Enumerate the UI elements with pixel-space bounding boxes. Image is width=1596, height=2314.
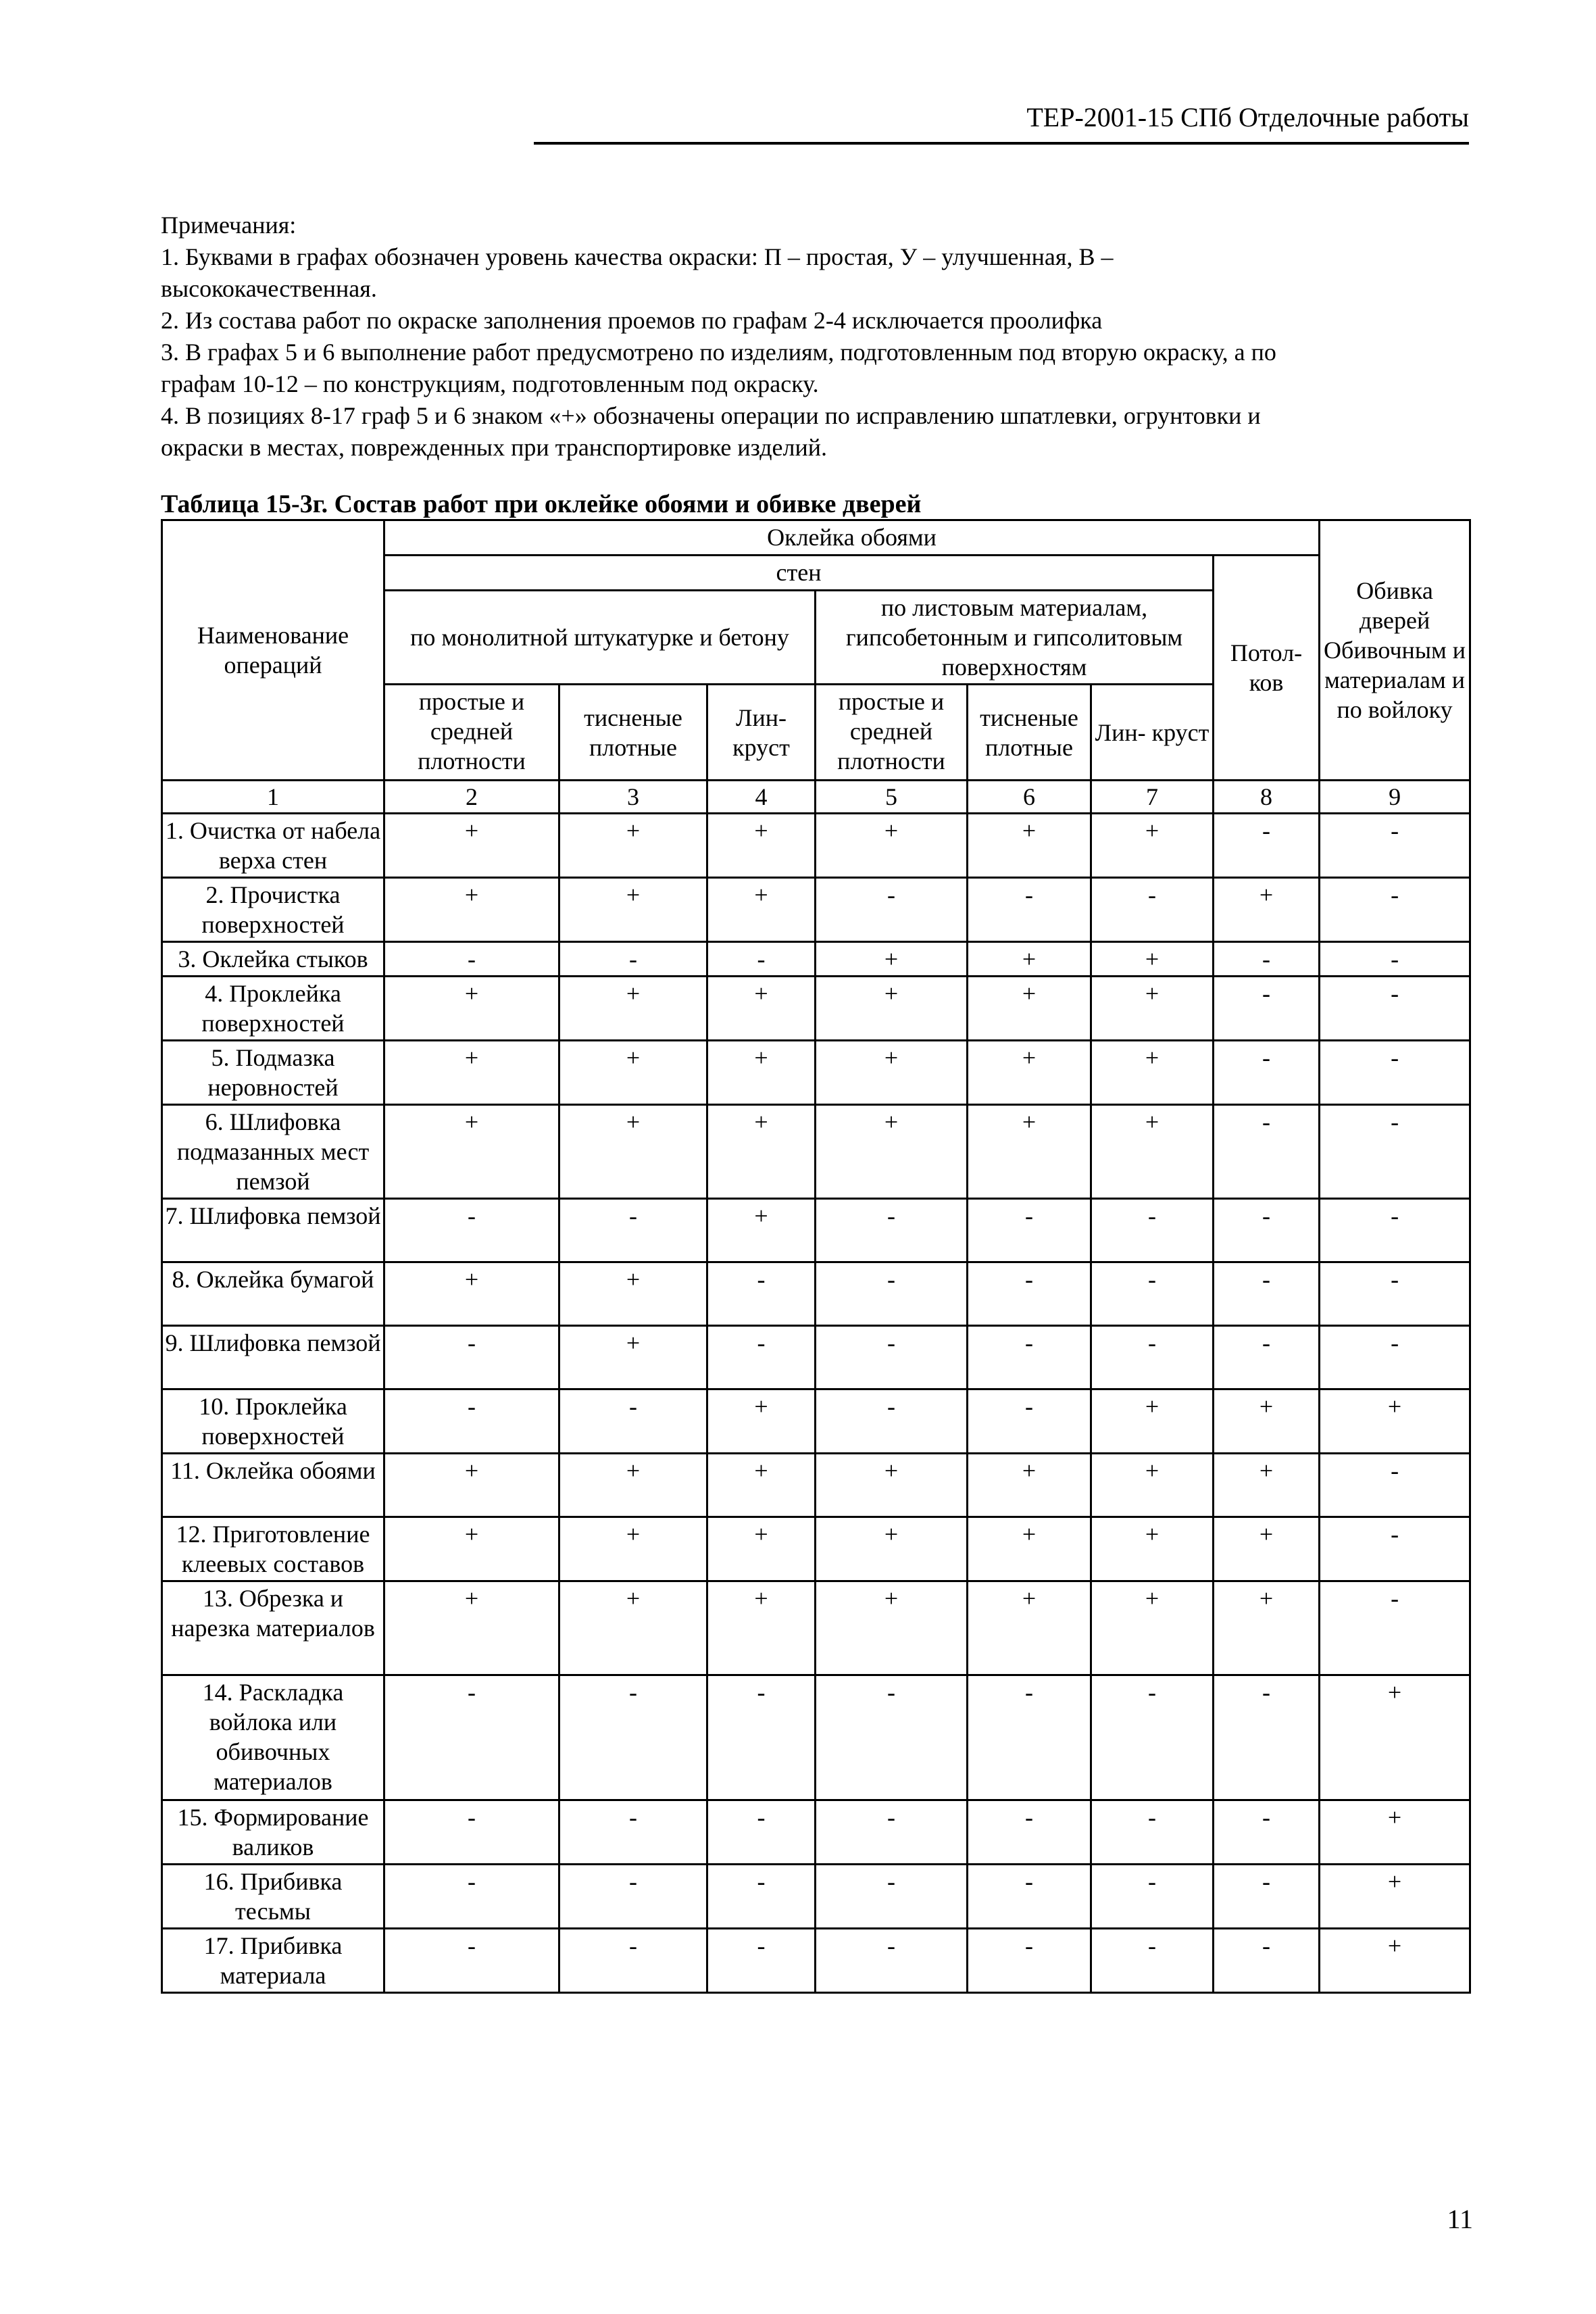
table-cell: - [559, 942, 707, 977]
table-row [162, 1581, 1470, 1675]
table-cell: + [559, 1454, 707, 1517]
header-rule [534, 142, 1469, 145]
table-row [162, 1929, 1470, 1993]
note-line: 2. Из состава работ по окраске заполнения проемов по графам 2-4 исключается проолифка [161, 307, 1103, 334]
table-cell: - [1320, 977, 1470, 1041]
table-cell: + [816, 977, 968, 1041]
column-number: 7 [1091, 781, 1214, 814]
table-cell: + [384, 814, 559, 878]
table-cell: + [559, 1105, 707, 1199]
table-cell: + [559, 1517, 707, 1581]
table-cell: - [1091, 878, 1214, 942]
table-cell: - [816, 1199, 968, 1262]
table-cell: - [384, 1929, 559, 1993]
header-lincrust-4: Лин- круст [707, 685, 816, 781]
column-number: 6 [968, 781, 1091, 814]
table-cell: - [1320, 1262, 1470, 1326]
table-cell: + [384, 878, 559, 942]
table-cell: + [1320, 1929, 1470, 1993]
table-cell: + [559, 1262, 707, 1326]
header-embossed-6: тисненые плотные [968, 685, 1091, 781]
table-cell: + [968, 977, 1091, 1041]
table-row [162, 1199, 1470, 1262]
operation-name: 10. Проклейка поверхностей [162, 1389, 384, 1454]
table-cell: + [816, 1517, 968, 1581]
table-cell: - [816, 1675, 968, 1800]
table-cell: + [707, 1581, 816, 1675]
table-cell: - [1214, 1929, 1320, 1993]
operations-table [161, 519, 1471, 1994]
table-cell: - [559, 1675, 707, 1800]
table-cell: - [1091, 1929, 1214, 1993]
table-cell: - [1214, 1326, 1320, 1389]
table-cell: + [384, 1581, 559, 1675]
running-header: ТЕР-2001-15 СПб Отделочные работы [1026, 102, 1469, 132]
table-row [162, 1865, 1470, 1929]
operation-name: 14. Раскладка войлока или обивочных материалов [162, 1675, 384, 1800]
table-cell: - [1320, 1517, 1470, 1581]
header-simple-2: простые и средней плотности [384, 685, 559, 781]
table-cell: - [1320, 1326, 1470, 1389]
operation-name: 2. Прочистка поверхностей [162, 878, 384, 942]
table-cell: + [816, 1041, 968, 1105]
table-cell: - [816, 1800, 968, 1865]
table-cell: - [968, 1262, 1091, 1326]
table-cell: + [1320, 1389, 1470, 1454]
table-cell: - [1320, 878, 1470, 942]
table-cell: + [384, 977, 559, 1041]
table-cell: + [707, 977, 816, 1041]
table-cell: - [707, 1929, 816, 1993]
table-cell: + [707, 1199, 816, 1262]
table-cell: - [1214, 1199, 1320, 1262]
table-row [162, 1326, 1470, 1389]
table-cell: - [384, 1326, 559, 1389]
table-cell: - [816, 1865, 968, 1929]
table-cell: + [707, 814, 816, 878]
table-cell: - [707, 1675, 816, 1800]
table-cell: - [707, 942, 816, 977]
table-cell: + [816, 1105, 968, 1199]
table-row [162, 878, 1470, 942]
table-row [162, 942, 1470, 977]
operation-name: 4. Проклейка поверхностей [162, 977, 384, 1041]
table-cell: + [1091, 1454, 1214, 1517]
table-cell: + [968, 942, 1091, 977]
notes-title: Примечания: [161, 212, 297, 239]
table-cell: + [1214, 1389, 1320, 1454]
header-walls: стен [384, 556, 1214, 591]
table-cell: + [1320, 1865, 1470, 1929]
note-line: окраски в местах, поврежденных при транспортировке изделий. [161, 434, 828, 461]
table-row [162, 1517, 1470, 1581]
note-line: 4. В позициях 8-17 граф 5 и 6 знаком «+» обозначены операции по исправлению шпатлевки, огрунтовки и [161, 402, 1261, 429]
table-row [162, 1041, 1470, 1105]
table-cell: + [968, 1454, 1091, 1517]
table-cell: + [559, 977, 707, 1041]
operation-name: 17. Прибивка материала [162, 1929, 384, 1993]
table-cell: - [1214, 1865, 1320, 1929]
table-row [162, 1389, 1470, 1454]
table-cell: + [816, 1581, 968, 1675]
table-cell: + [1214, 1581, 1320, 1675]
header-operation-names: Наименование операций [162, 520, 384, 781]
table-cell: - [1320, 1199, 1470, 1262]
table-cell: - [968, 1800, 1091, 1865]
table-cell: + [384, 1041, 559, 1105]
table-cell: + [816, 942, 968, 977]
table-cell: - [384, 1389, 559, 1454]
table-cell: + [968, 1581, 1091, 1675]
table-cell: - [1320, 1105, 1470, 1199]
header-embossed-3: тисненые плотные [559, 685, 707, 781]
table-cell: + [968, 1517, 1091, 1581]
table-cell: - [707, 1326, 816, 1389]
table-cell: + [1214, 1517, 1320, 1581]
table-cell: + [968, 814, 1091, 878]
table-cell: - [707, 1800, 816, 1865]
table-cell: - [384, 942, 559, 977]
column-number: 8 [1214, 781, 1320, 814]
table-cell: - [384, 1675, 559, 1800]
header-ceilings: Потол- ков [1214, 556, 1320, 781]
table-cell: + [707, 1389, 816, 1454]
operation-name: 6. Шлифовка подмазанных мест пемзой [162, 1105, 384, 1199]
operation-name: 15. Формирование валиков [162, 1800, 384, 1865]
table-cell: + [559, 1041, 707, 1105]
table-cell: + [559, 878, 707, 942]
column-number: 9 [1320, 781, 1470, 814]
table-cell: + [968, 1105, 1091, 1199]
table-cell: + [384, 1517, 559, 1581]
table-cell: - [968, 1865, 1091, 1929]
operation-name: 12. Приготовление клеевых составов [162, 1517, 384, 1581]
table-cell: - [384, 1865, 559, 1929]
table-cell: + [559, 1326, 707, 1389]
table-cell: + [1320, 1675, 1470, 1800]
table-cell: + [707, 1041, 816, 1105]
table-cell: - [559, 1800, 707, 1865]
table-cell: - [559, 1199, 707, 1262]
table-cell: - [816, 1326, 968, 1389]
table-cell: - [816, 1262, 968, 1326]
table-cell: + [384, 1262, 559, 1326]
operation-name: 5. Подмазка неровностей [162, 1041, 384, 1105]
page-number: 11 [1447, 2204, 1473, 2234]
column-number: 1 [162, 781, 384, 814]
header-simple-5: простые и средней плотности [816, 685, 968, 781]
table-row [162, 1675, 1470, 1800]
table-cell: - [1320, 1041, 1470, 1105]
table-cell: - [1320, 814, 1470, 878]
operation-name: 3. Оклейка стыков [162, 942, 384, 977]
header-lincrust-7: Лин- круст [1091, 685, 1214, 781]
table-cell: - [1214, 814, 1320, 878]
table-row [162, 977, 1470, 1041]
table-cell: + [707, 1517, 816, 1581]
table-cell: - [1214, 977, 1320, 1041]
table-cell: - [707, 1865, 816, 1929]
table-cell: + [559, 1581, 707, 1675]
table-cell: + [1091, 942, 1214, 977]
table-row [162, 1262, 1470, 1326]
table-cell: + [1091, 977, 1214, 1041]
table-cell: + [968, 1041, 1091, 1105]
table-cell: + [1091, 1581, 1214, 1675]
table-cell: - [1214, 1262, 1320, 1326]
table-cell: + [816, 1454, 968, 1517]
table-cell: - [1320, 1454, 1470, 1517]
table-cell: - [559, 1865, 707, 1929]
header-monolithic: по монолитной штукатурке и бетону [384, 591, 816, 685]
column-number: 4 [707, 781, 816, 814]
table-cell: - [559, 1929, 707, 1993]
table-cell: + [707, 1454, 816, 1517]
table-cell: - [384, 1800, 559, 1865]
table-cell: - [1091, 1262, 1214, 1326]
table-cell: + [1091, 814, 1214, 878]
table-cell: - [968, 1326, 1091, 1389]
note-line: высококачественная. [161, 275, 377, 302]
note-line: 3. В графах 5 и 6 выполнение работ предусмотрено по изделиям, подготовленным под вторую окраску, а по [161, 339, 1276, 366]
table-cell: - [968, 878, 1091, 942]
table-cell: - [968, 1389, 1091, 1454]
table-cell: - [707, 1262, 816, 1326]
table-cell: + [1091, 1041, 1214, 1105]
table-caption: Таблица 15-3г. Состав работ при оклейке обоями и обивке дверей [161, 490, 922, 518]
column-number: 2 [384, 781, 559, 814]
table-cell: - [968, 1675, 1091, 1800]
table-cell: - [1214, 1105, 1320, 1199]
table-cell: + [1320, 1800, 1470, 1865]
table-cell: - [1214, 1675, 1320, 1800]
table-cell: + [1214, 878, 1320, 942]
notes-block [161, 210, 1469, 464]
table-cell: - [1091, 1675, 1214, 1800]
table-cell: - [816, 1389, 968, 1454]
table-cell: - [1320, 942, 1470, 977]
table-cell: + [1091, 1517, 1214, 1581]
table-cell: + [1091, 1389, 1214, 1454]
operation-name: 1. Очистка от набела верха стен [162, 814, 384, 878]
note-line: 1. Буквами в графах обозначен уровень качества окраски: П – простая, У – улучшенная, В – [161, 243, 1114, 270]
table-row [162, 1105, 1470, 1199]
operation-name: 16. Прибивка тесьмы [162, 1865, 384, 1929]
table-cell: + [384, 1105, 559, 1199]
table-cell: - [384, 1199, 559, 1262]
column-number: 5 [816, 781, 968, 814]
table-cell: + [384, 1454, 559, 1517]
table-cell: + [707, 878, 816, 942]
table-cell: + [816, 814, 968, 878]
operation-name: 9. Шлифовка пемзой [162, 1326, 384, 1389]
table-row [162, 814, 1470, 878]
table-cell: - [1091, 1865, 1214, 1929]
operation-name: 7. Шлифовка пемзой [162, 1199, 384, 1262]
table-cell: - [559, 1389, 707, 1454]
table-row [162, 1800, 1470, 1865]
operation-name: 11. Оклейка обоями [162, 1454, 384, 1517]
note-line: графам 10-12 – по конструкциям, подготовленным под окраску. [161, 370, 819, 397]
table-cell: - [1091, 1199, 1214, 1262]
table-cell: - [1091, 1800, 1214, 1865]
operation-name: 13. Обрезка и нарезка материалов [162, 1581, 384, 1675]
table-cell: - [816, 878, 968, 942]
table-cell: + [707, 1105, 816, 1199]
table-cell: + [1214, 1454, 1320, 1517]
table-cell: - [1320, 1581, 1470, 1675]
table-cell: + [559, 814, 707, 878]
header-sheet-materials: по листовым материалам, гипсобетонным и гипсолитовым поверхностям [816, 591, 1214, 685]
table-cell: + [1091, 1105, 1214, 1199]
table-cell: - [968, 1929, 1091, 1993]
operation-name: 8. Оклейка бумагой [162, 1262, 384, 1326]
table-cell: - [1091, 1326, 1214, 1389]
header-doors: Обивка дверей Обивочным и материалам и по войлоку [1320, 520, 1470, 781]
table-cell: - [1214, 942, 1320, 977]
table-cell: - [1214, 1800, 1320, 1865]
table-cell: - [1214, 1041, 1320, 1105]
column-number: 3 [559, 781, 707, 814]
header-wallpaper: Оклейка обоями [384, 520, 1320, 556]
table-cell: - [816, 1929, 968, 1993]
table-row [162, 1454, 1470, 1517]
table-cell: - [968, 1199, 1091, 1262]
